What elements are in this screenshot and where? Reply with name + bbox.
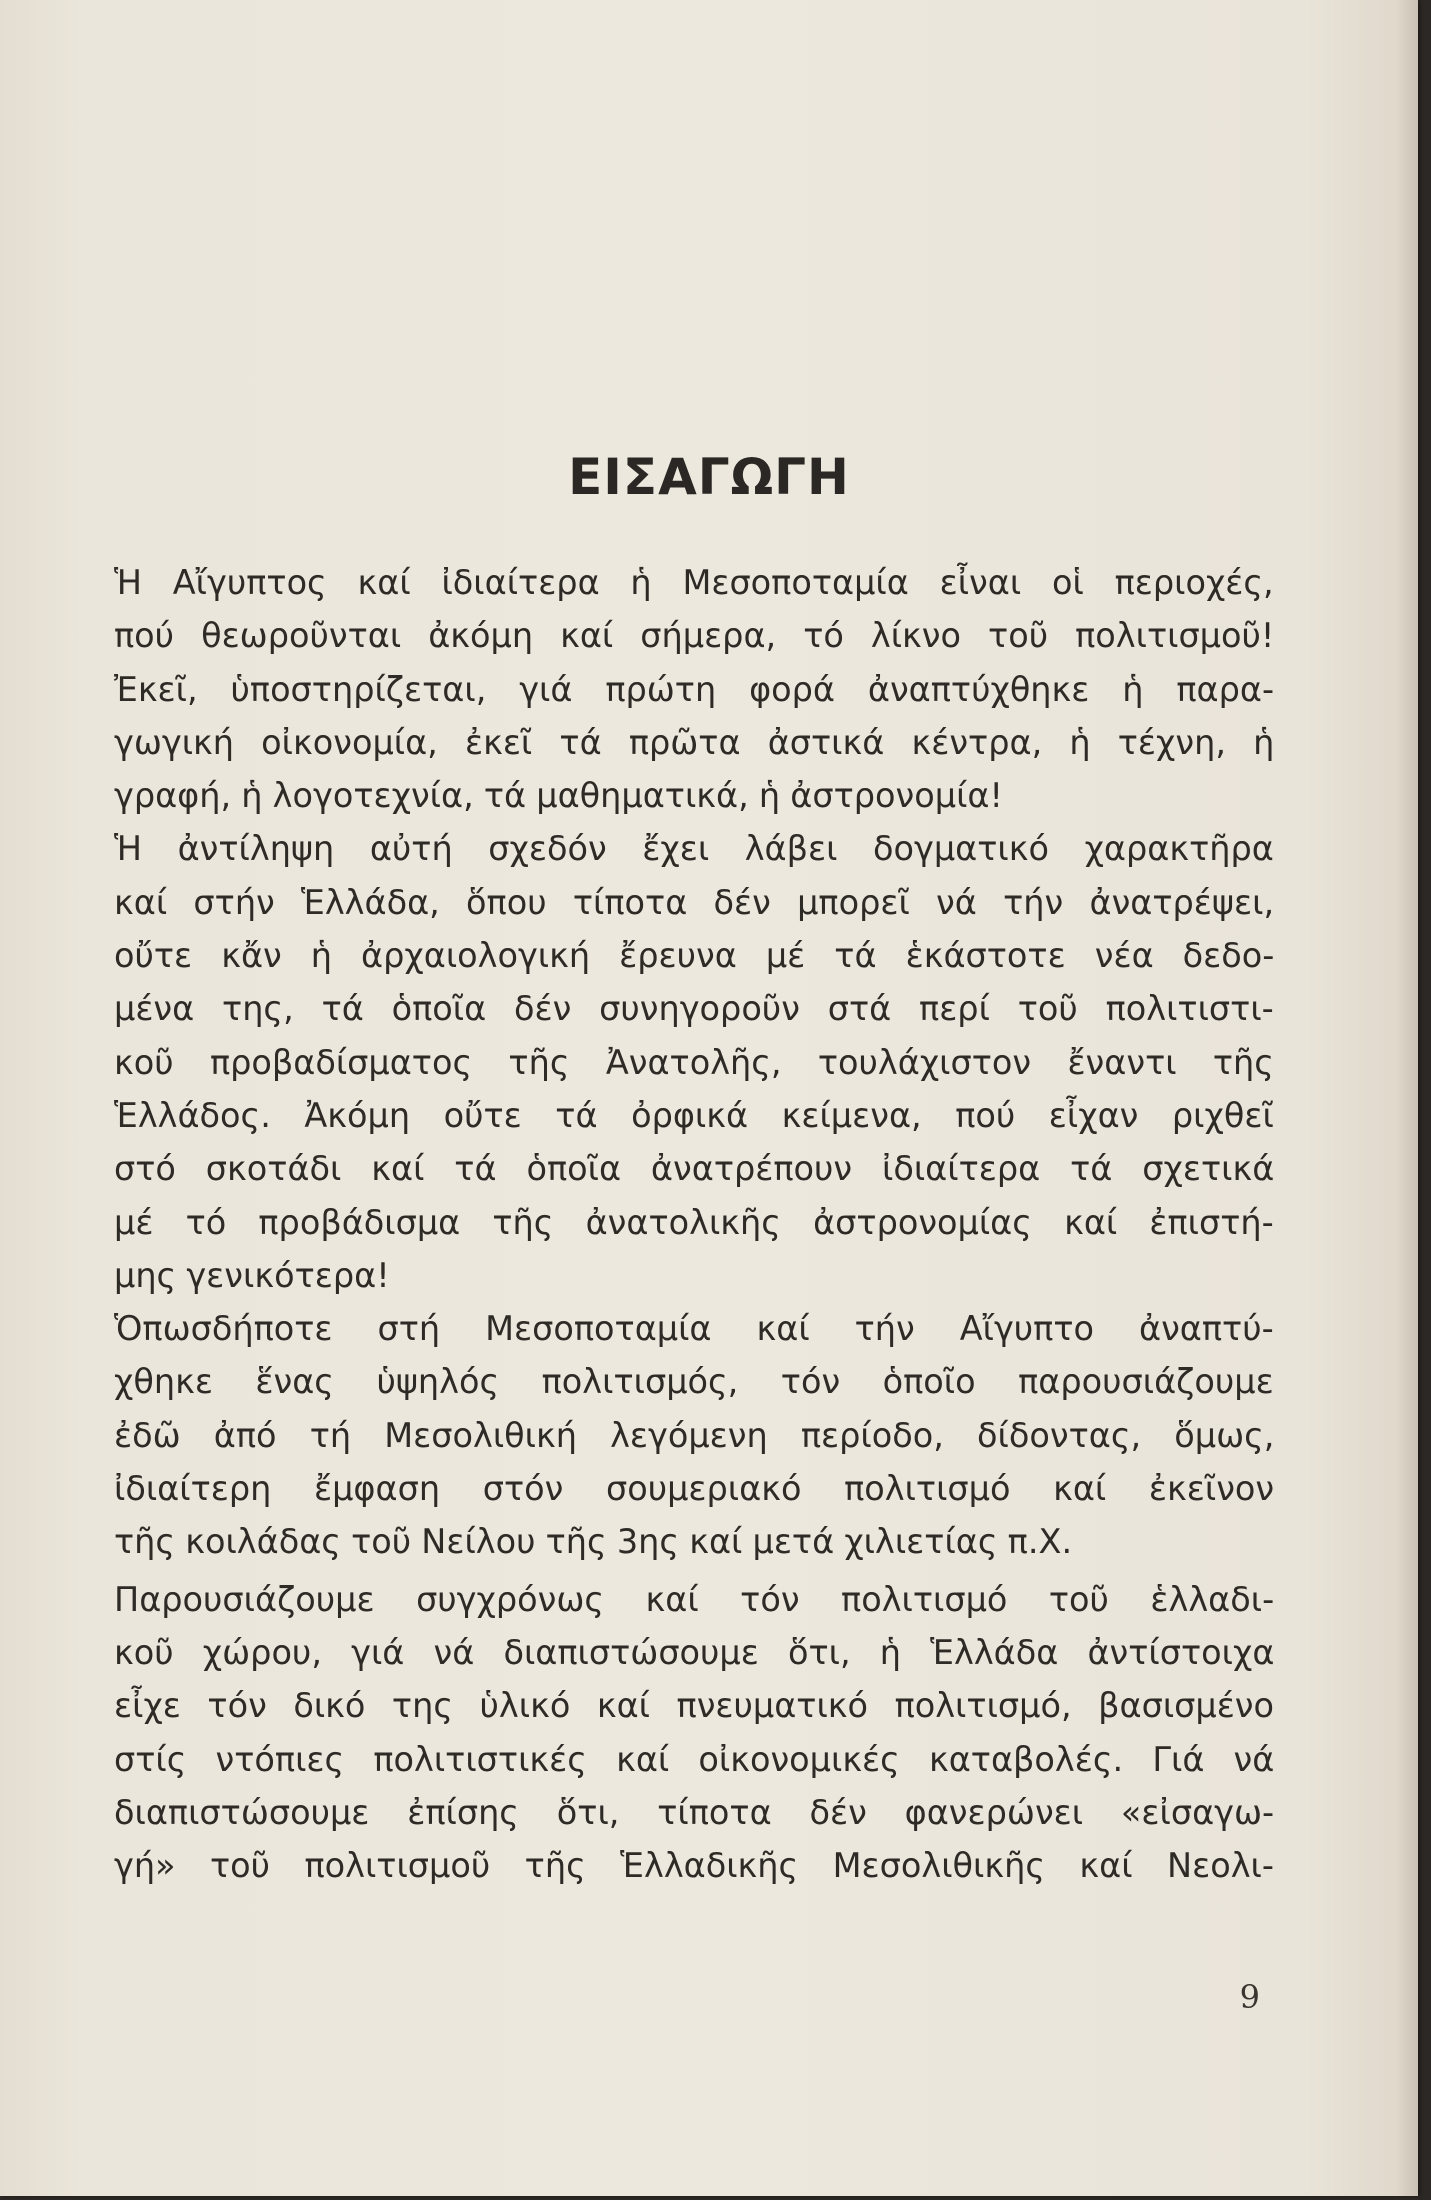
text-line: μέ τό προβάδισμα τῆς ἀνατολικῆς ἀστρονομίας καί ἐπιστή-: [114, 1202, 1274, 1242]
text-line: Ἡ Αἴγυπτος καί ἰδιαίτερα ἡ Μεσοποταμία εἶναι οἱ περιοχές,: [114, 563, 1274, 602]
text-line: γραφή, ἡ λογοτεχνία, τά μαθηματικά, ἡ ἀστρονομία!: [114, 776, 1003, 816]
text-line: κοῦ χώρου, γιά νά διαπιστώσουμε ὅτι, ἡ Ἑλλάδα ἀντίστοιχα: [114, 1632, 1275, 1672]
text-line: Ὁπωσδήποτε στή Μεσοποταμία καί τήν Αἴγυπτο ἀναπτύ-: [114, 1309, 1274, 1349]
chapter-title: ΕΙΣΑΓΩΓΗ: [568, 448, 850, 506]
text-line: Ἡ ἀντίληψη αὐτή σχεδόν ἔχει λάβει δογματικό χαρακτῆρα: [114, 829, 1274, 869]
text-line: γωγική οἰκονομία, ἐκεῖ τά πρῶτα ἀστικά κέντρα, ἡ τέχνη, ἡ: [114, 722, 1275, 762]
text-line: εἶχε τόν δικό της ὑλικό καί πνευματικό πολιτισμό, βασισμένο: [114, 1686, 1275, 1726]
text-line: Ἐκεῖ, ὑποστηρίζεται, γιά πρώτη φορά ἀναπτύχθηκε ἡ παρα-: [114, 669, 1275, 709]
text-line: στίς ντόπιες πολιτιστικές καί οἰκονομικές καταβολές. Γιά νά: [114, 1739, 1275, 1779]
text-line: Παρουσιάζουμε συγχρόνως καί τόν πολιτισμό τοῦ ἑλλαδι-: [114, 1579, 1275, 1619]
text-line: οὔτε κἄν ἡ ἀρχαιολογική ἔρευνα μέ τά ἑκάστοτε νέα δεδο-: [114, 936, 1275, 976]
text-line: πού θεωροῦνται ἀκόμη καί σήμερα, τό λίκνο τοῦ πολιτισμοῦ!: [114, 616, 1275, 656]
text-line: καί στήν Ἑλλάδα, ὅπου τίποτα δέν μπορεῖ νά τήν ἀνατρέψει,: [114, 882, 1275, 922]
body-text: [114, 556, 1274, 1892]
text-line: διαπιστώσουμε ἐπίσης ὅτι, τίποτα δέν φανερώνει «εἰσαγω-: [114, 1792, 1275, 1832]
text-line: μης γενικότερα!: [114, 1255, 390, 1295]
text-line: μένα της, τά ὁποῖα δέν συνηγοροῦν στά περί τοῦ πολιτιστι-: [114, 989, 1274, 1029]
text-line: τῆς κοιλάδας τοῦ Νείλου τῆς 3ης καί μετά χιλιετίας π.Χ.: [114, 1522, 1073, 1562]
text-line: χθηκε ἕνας ὑψηλός πολιτισμός, τόν ὁποῖο παρουσιάζουμε: [114, 1362, 1274, 1402]
text-line: ἰδιαίτερη ἔμφαση στόν σουμεριακό πολιτισμό καί ἐκεῖνον: [114, 1469, 1275, 1509]
text-line: γή» τοῦ πολιτισμοῦ τῆς Ἑλλαδικῆς Μεσολιθικῆς καί Νεολι-: [114, 1846, 1274, 1886]
text-line: κοῦ προβαδίσματος τῆς Ἀνατολῆς, τουλάχιστον ἔναντι τῆς: [114, 1042, 1274, 1082]
page-number: 9: [1239, 1978, 1260, 2016]
text-line: Ἑλλάδος. Ἀκόμη οὔτε τά ὀρφικά κείμενα, πού εἶχαν ριχθεῖ: [114, 1095, 1274, 1135]
text-line: ἐδῶ ἀπό τή Μεσολιθική λεγόμενη περίοδο, δίδοντας, ὅμως,: [114, 1415, 1275, 1455]
text-line: στό σκοτάδι καί τά ὁποῖα ἀνατρέπουν ἰδιαίτερα τά σχετικά: [114, 1149, 1275, 1189]
